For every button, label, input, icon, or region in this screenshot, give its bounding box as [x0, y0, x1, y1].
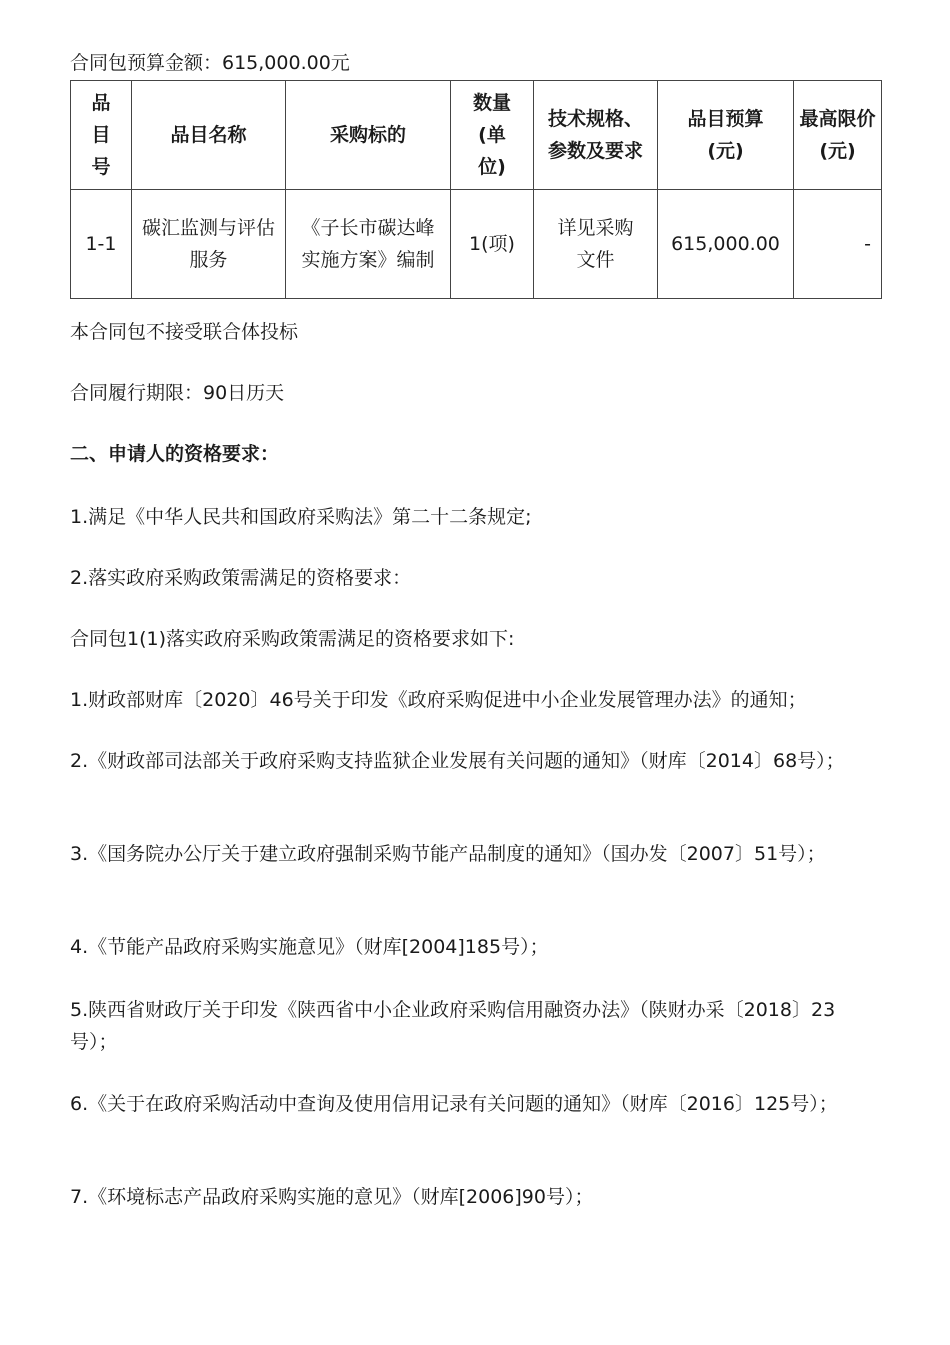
cell-item-name: 碳汇监测与评估服务: [132, 190, 286, 299]
budget-line: 合同包预算金额：615,000.00元: [70, 52, 350, 74]
policy-item: 6.《关于在政府采购活动中查询及使用信用记录有关问题的通知》（财库〔2016〕125号）；: [70, 1093, 838, 1115]
items-table: [70, 80, 882, 299]
table-header-row: [71, 81, 882, 190]
policy-item: 5.陕西省财政厅关于印发《陕西省中小企业政府采购信用融资办法》（陕财办采〔2018〕23号）；: [70, 999, 836, 1053]
header-max-price: 最高限价(元): [794, 81, 882, 190]
consortium-note: 本合同包不接受联合体投标: [70, 321, 299, 343]
policy-item: 3.《国务院办公厅关于建立政府强制采购节能产品制度的通知》（国办发〔2007〕51号）；: [70, 843, 826, 865]
cell-budget: 615,000.00: [658, 190, 794, 299]
cell-max-price: -: [794, 190, 882, 299]
header-budget: 品目预算(元): [658, 81, 794, 190]
policy-item: 7.《环境标志产品政府采购实施的意见》（财库[2006]90号）；: [70, 1186, 594, 1208]
cell-item-no: 1-1: [71, 190, 132, 299]
section-heading: 二、申请人的资格要求：: [70, 443, 280, 465]
header-quantity: 数量(单位): [451, 81, 534, 190]
header-subject: 采购标的: [286, 81, 451, 190]
package-requirements-intro: 合同包1(1)落实政府采购政策需满足的资格要求如下:: [70, 628, 515, 650]
requirement-item: 1.满足《中华人民共和国政府采购法》第二十二条规定;: [70, 506, 532, 528]
table-row: [71, 190, 882, 299]
cell-spec: 详见采购文件: [534, 190, 658, 299]
cell-quantity: 1(项): [451, 190, 534, 299]
requirement-item: 2.落实政府采购政策需满足的资格要求：: [70, 567, 412, 589]
header-spec: 技术规格、参数及要求: [534, 81, 658, 190]
cell-subject: 《子长市碳达峰实施方案》编制: [286, 190, 451, 299]
header-item-name: 品目名称: [132, 81, 286, 190]
header-item-no: 品目号: [71, 81, 132, 190]
policy-item: 1.财政部财库〔2020〕46号关于印发《政府采购促进中小企业发展管理办法》的通知；: [70, 689, 807, 711]
policy-item: 4.《节能产品政府采购实施意见》（财库[2004]185号）；: [70, 936, 549, 958]
policy-item: 2.《财政部司法部关于政府采购支持监狱企业发展有关问题的通知》（财库〔2014〕68号）；: [70, 750, 845, 772]
performance-period: 合同履行期限：90日历天: [70, 382, 285, 404]
